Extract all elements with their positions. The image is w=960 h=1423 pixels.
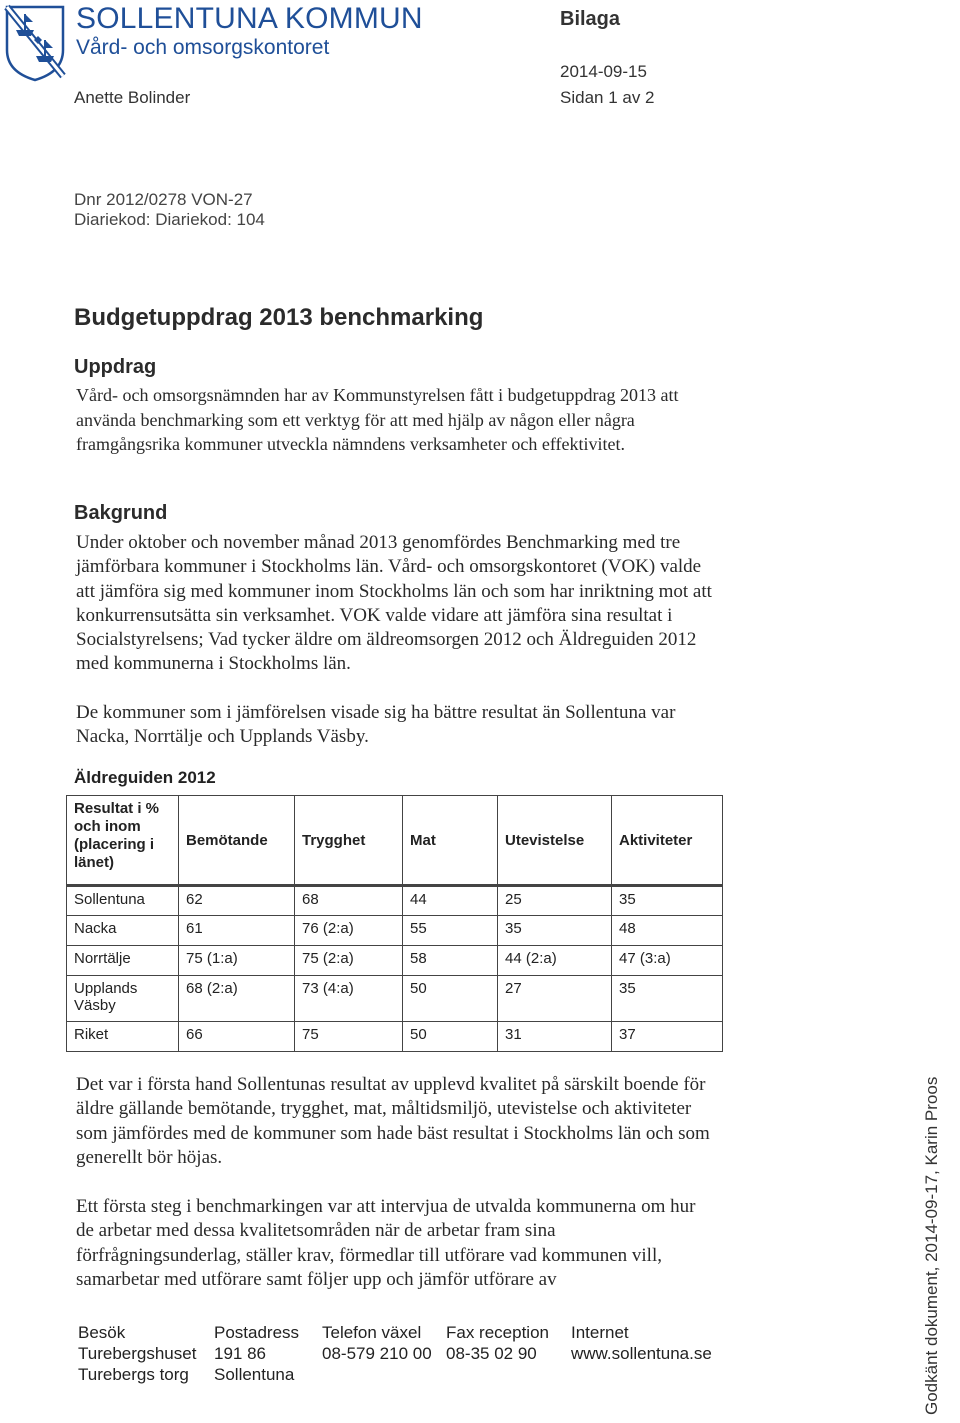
footer-postal-line: 191 86 [214,1344,266,1363]
table-cell: 68 [295,886,403,916]
table-cell: 73 (4:a) [295,976,403,1022]
table-cell: 27 [498,976,612,1022]
footer-visit [78,1322,196,1385]
footer-visit-label: Besök [78,1323,126,1342]
table-cell: 37 [612,1022,723,1052]
table-header-cell: Utevistelse [498,796,612,886]
table-cell: 35 [612,976,723,1022]
footer-postal-line: Sollentuna [214,1365,295,1384]
table-header-cell: Aktiviteter [612,796,723,886]
section-heading-uppdrag: Uppdrag [74,356,157,378]
table-cell: 61 [179,916,295,946]
table-cell: 44 [403,886,498,916]
table-header-cell: Resultat i % och inom (placering i länet) [67,796,179,886]
table-row [67,1022,723,1052]
body-paragraph-2: Ett första steg i benchmarkingen var att intervjua de utvalda kommunerna om hur de arbetar med dessa kvalitetsområden när de arbetar fram sina förfrågningsunderlag, ställer krav, förmedlar till utförare vad kommunen vill, samarbetar med utförare samt följer upp och jämför utförare av [76,1196,696,1290]
table-cell: Nacka [67,916,179,946]
table-header-cell: Mat [403,796,498,886]
footer-visit-line: Turebergs torg [78,1365,189,1384]
table-header-row [67,796,723,886]
table-header-cell: Trygghet [295,796,403,886]
table-cell: 50 [403,1022,498,1052]
table-cell: 35 [498,916,612,946]
registration-number: Dnr 2012/0278 VON-27 [74,190,253,209]
uppdrag-text: Vård- och omsorgsnämnden har av Kommunstyrelsen fått i budgetuppdrag 2013 att använda benchmarking som ett verktyg för att med hjälp av någon eller några framgångsrika kommuner utveckla nämndens verksamheter och effektivitet. [76,385,679,454]
approval-stamp-text: Godkänt dokument, 2014-09-17, Karin Proos [922,1076,941,1415]
bakgrund-conclusion: De kommuner som i jämförelsen visade sig ha bättre resultat än Sollentuna var Nacka, Norrtälje och Upplands Väsby. [76,702,676,748]
table-row [67,916,723,946]
table-cell: 25 [498,886,612,916]
body-paragraph-1: Det var i första hand Sollentunas resultat av upplevd kvalitet på särskilt boende för äldre gällande bemötande, trygghet, mat, måltidsmiljö, utevistelse och aktiviteter som jämfördes med de kommuner som hade bäst resultat i Stockholms län och som generellt bör höjas. [76,1074,710,1168]
table-cell: 48 [612,916,723,946]
table-cell: Upplands Väsby [67,976,179,1022]
table-row [67,946,723,976]
table-cell: 35 [612,886,723,916]
author-name: Anette Bolinder [74,88,191,107]
footer-visit-line: Turebergshuset [78,1344,197,1363]
table-cell: 58 [403,946,498,976]
table-cell: 68 (2:a) [179,976,295,1022]
table-cell: 75 [295,1022,403,1052]
bakgrund-text: Under oktober och november månad 2013 genomfördes Benchmarking med tre jämförbara kommuner i Stockholms län. Vård- och omsorgskontoret (VOK) valde att jämföra sig med kommuner inom Stockholms län och som har inriktning mot att konkurrensutsätta sin verksamhet. VOK valde vidare att jämföra sina resultat i Socialstyrelsens; Vad tycker äldre om äldreomsorgen 2012 och Äldreguiden 2012 med kommunerna i Stockholms län. [76,532,712,675]
organization-unit: Vård- och omsorgskontoret [76,36,330,59]
table-cell: 31 [498,1022,612,1052]
table-cell: 75 (2:a) [295,946,403,976]
table-cell: Riket [67,1022,179,1052]
table-cell: 55 [403,916,498,946]
attachment-label: Bilaga [560,8,621,30]
footer-phone-number: 08-579 210 00 [322,1344,432,1363]
footer-phone [322,1322,432,1364]
table-cell: 66 [179,1022,295,1052]
page-title: Budgetuppdrag 2013 benchmarking [74,304,484,331]
document-date: 2014-09-15 [560,62,647,81]
table-title: Äldreguiden 2012 [74,768,216,787]
table-header-cell: Bemötande [179,796,295,886]
table-cell: 76 (2:a) [295,916,403,946]
table-cell: 44 (2:a) [498,946,612,976]
table-cell: 62 [179,886,295,916]
page-number: Sidan 1 av 2 [560,88,655,107]
footer-fax [446,1322,549,1364]
footer-fax-number: 08-35 02 90 [446,1344,537,1363]
footer-postal [214,1322,299,1385]
table-cell: 75 (1:a) [179,946,295,976]
footer-postal-label: Postadress [214,1323,300,1342]
section-heading-bakgrund: Bakgrund [74,502,168,524]
coat-of-arms-icon [4,4,66,82]
footer-phone-label: Telefon växel [322,1323,422,1342]
table-cell: 47 (3:a) [612,946,723,976]
table-cell: Norrtälje [67,946,179,976]
footer-internet-label: Internet [571,1323,629,1342]
footer-website-link[interactable]: www.sollentuna.se [571,1344,712,1363]
diary-code: Diariekod: Diariekod: 104 [74,210,265,229]
table-cell: Sollentuna [67,886,179,916]
organization-name: SOLLENTUNA KOMMUN [76,2,423,35]
footer-internet [571,1322,712,1364]
table-row [67,886,723,916]
footer-fax-label: Fax reception [446,1323,549,1342]
results-table [66,795,723,1052]
table-row [67,976,723,1022]
table-cell: 50 [403,976,498,1022]
